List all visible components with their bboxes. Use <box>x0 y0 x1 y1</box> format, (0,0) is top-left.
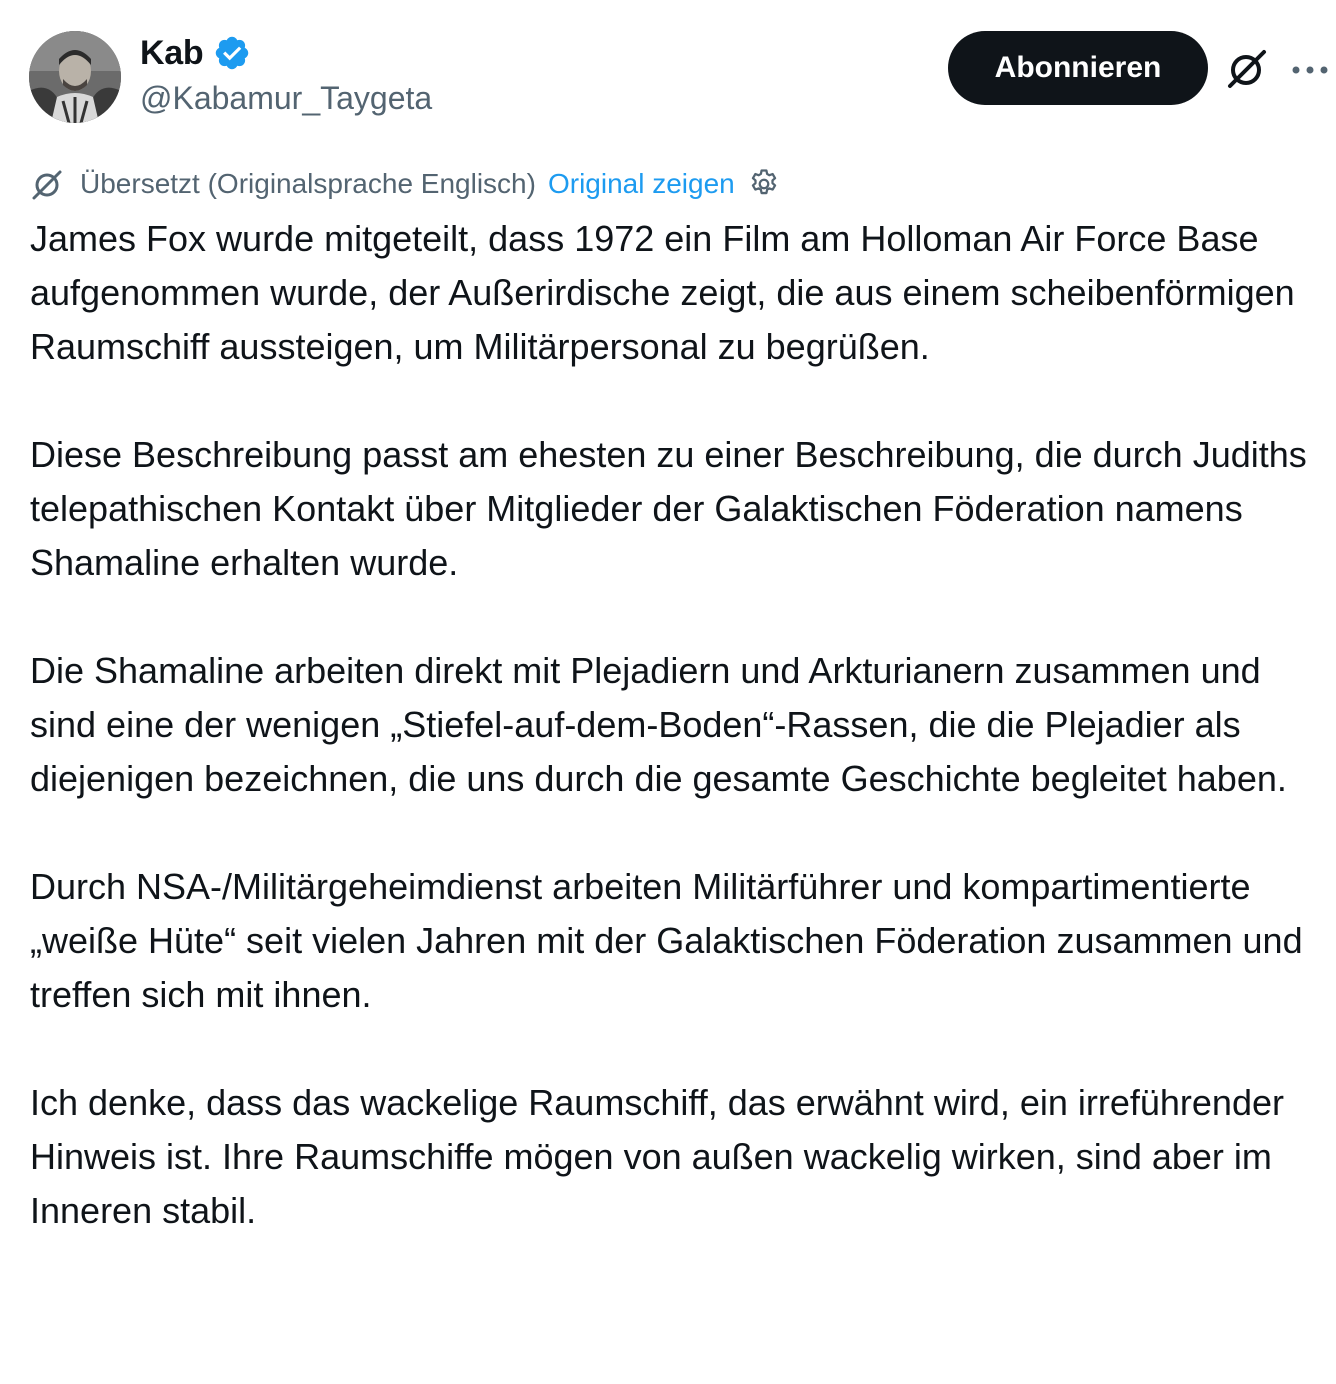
profile-photo-icon <box>29 31 121 123</box>
grok-icon[interactable] <box>1224 46 1270 92</box>
gear-icon[interactable] <box>747 167 781 201</box>
tweet-paragraph: Diese Beschreibung passt am ehesten zu einer Beschreibung, die durch Judiths telepathischen Kontakt über Mitglieder der Galaktischen Föderation namens Shamaline erhalten wurde. <box>30 434 1307 583</box>
more-icon[interactable] <box>1290 60 1330 80</box>
tweet-paragraph: Ich denke, dass das wackelige Raumschiff, das erwähnt wird, ein irreführender Hinweis ist. Ihre Raumschiffe mögen von außen wackelig wirken, sind aber im Inneren stabil. <box>30 1082 1284 1231</box>
avatar[interactable] <box>29 31 121 123</box>
display-name[interactable]: Kab <box>140 33 204 72</box>
verified-badge-icon <box>213 34 251 72</box>
tweet-header <box>0 0 1336 130</box>
translation-notice-text: Übersetzt (Originalsprache Englisch) <box>80 168 536 199</box>
show-original-link[interactable]: Original zeigen <box>547 168 735 199</box>
tweet-paragraph: Durch NSA-/Militärgeheimdienst arbeiten Militärführer und kompartimentierte „weiße Hüte“ seit vielen Jahren mit der Galaktischen Föderation zusammen und treffen sich mit ihnen. <box>30 866 1303 1015</box>
tweet-paragraph: Die Shamaline arbeiten direkt mit Plejadiern und Arkturianern zusammen und sind eine der wenigen „Stiefel-auf-dem-Boden“-Rassen, die die Plejadier als diejenigen bezeichnen, die uns durch die gesamte Geschichte begleitet haben. <box>30 650 1287 799</box>
translation-notice <box>30 162 781 206</box>
tweet-paragraph: James Fox wurde mitgeteilt, dass 1972 ein Film am Holloman Air Force Base aufgenommen wurde, der Außerirdische zeigt, die aus einem scheibenförmigen Raumschiff aussteigen, um Militärpersonal zu begrüßen. <box>30 218 1295 367</box>
display-name-row <box>140 32 432 74</box>
follow-button[interactable]: Abonnieren <box>948 31 1208 105</box>
tweet-text <box>30 212 1330 1238</box>
author-block <box>140 32 432 117</box>
author-handle[interactable]: @Kabamur_Taygeta <box>140 80 433 116</box>
translate-icon <box>30 166 66 202</box>
